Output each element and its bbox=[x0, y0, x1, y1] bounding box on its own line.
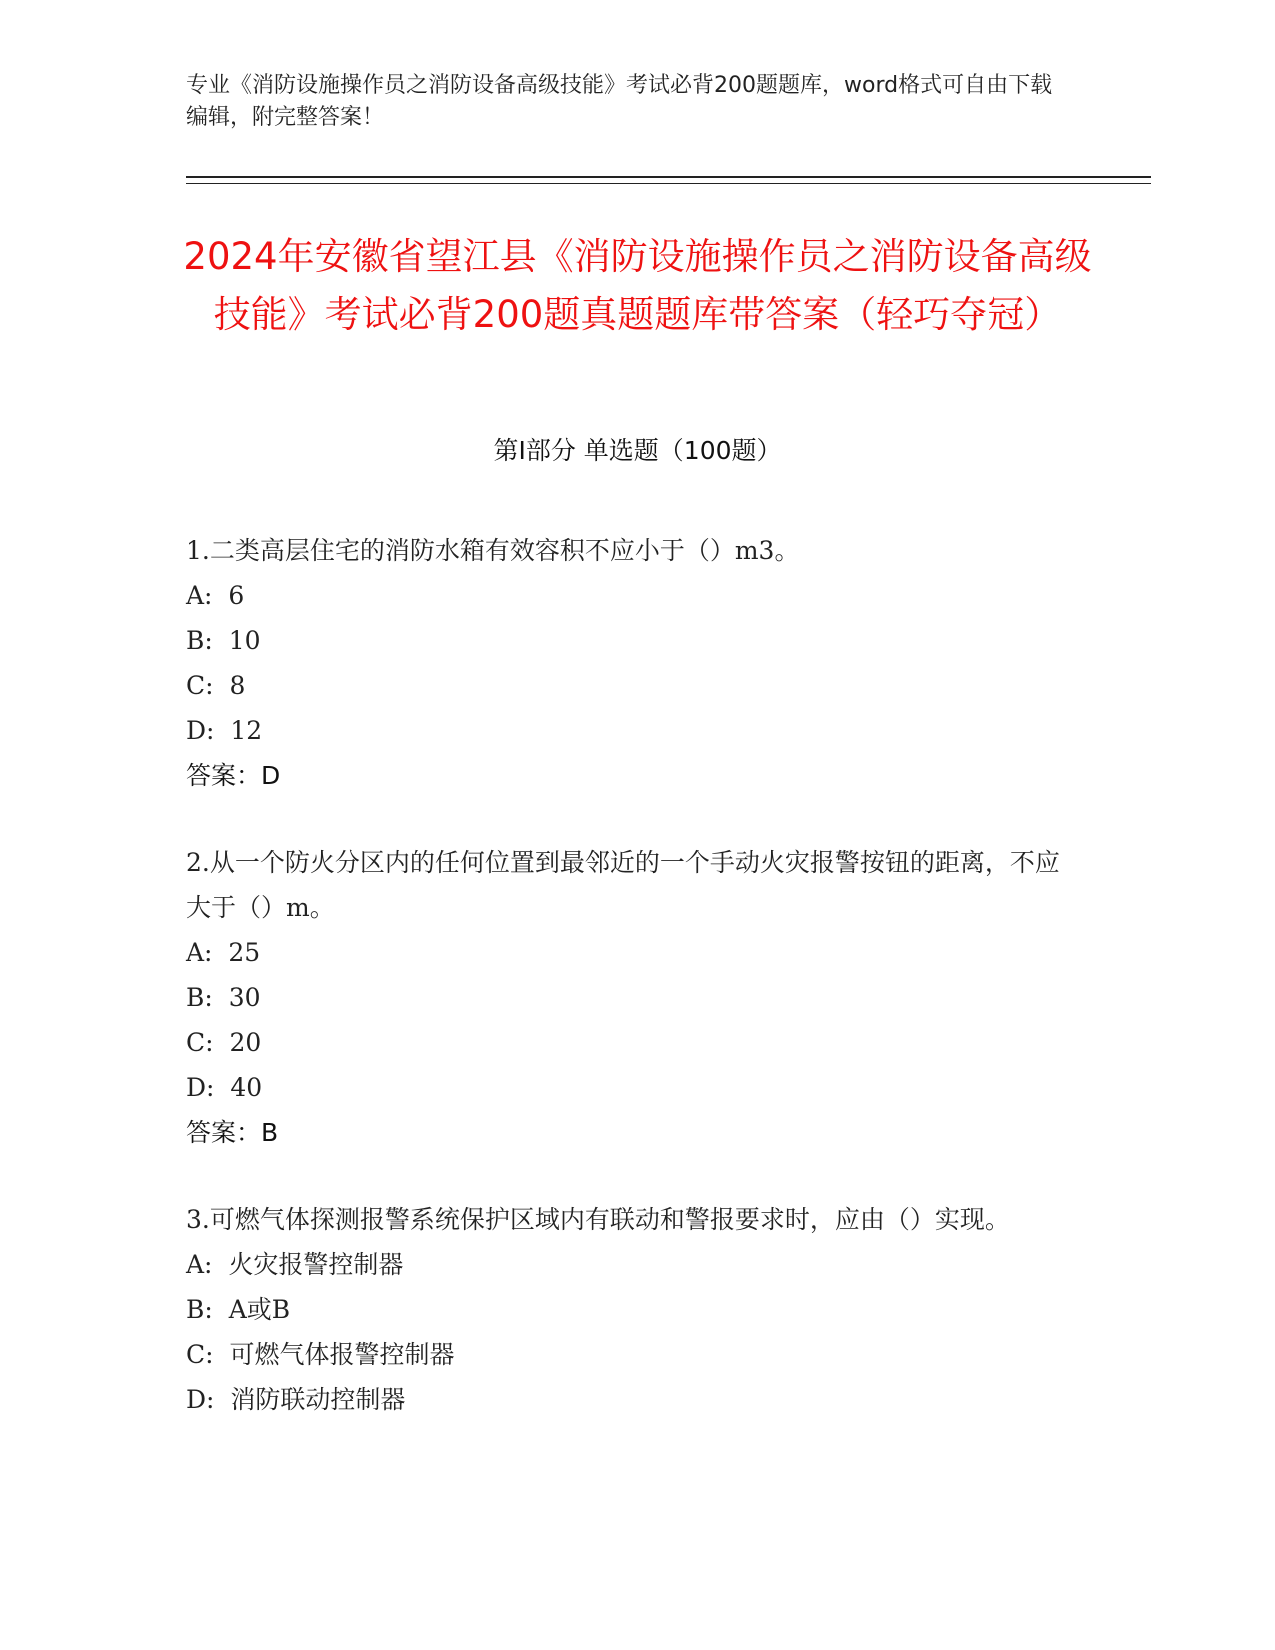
header-rule-thick bbox=[186, 176, 1151, 178]
option-b: B: 10 bbox=[186, 626, 261, 655]
section-title: 第I部分 单选题（100题） bbox=[493, 436, 782, 465]
question-2 bbox=[186, 840, 1066, 1155]
option-a: A: 6 bbox=[186, 581, 245, 610]
question-1 bbox=[186, 528, 1066, 798]
answer: 答案：D bbox=[186, 761, 281, 790]
option-c: C: 20 bbox=[186, 1028, 262, 1057]
header-note: 专业《消防设施操作员之消防设备高级技能》考试必背200题题库，word格式可自由下载编辑，附完整答案！ bbox=[186, 73, 1053, 130]
header-rule-thin bbox=[186, 183, 1151, 184]
question-3 bbox=[186, 1197, 1066, 1422]
document-title: 2024年安徽省望江县《消防设施操作员之消防设备高级技能》考试必背200题真题题库带答案（轻巧夺冠） bbox=[183, 235, 1092, 336]
option-a: A: 25 bbox=[186, 938, 261, 967]
option-d: D: 40 bbox=[186, 1073, 263, 1102]
question-stem: 1.二类高层住宅的消防水箱有效容积不应小于（）m3。 bbox=[186, 536, 800, 565]
question-stem: 3.可燃气体探测报警系统保护区域内有联动和警报要求时，应由（）实现。 bbox=[186, 1205, 1010, 1234]
answer: 答案：B bbox=[186, 1118, 279, 1147]
option-c: C: 8 bbox=[186, 671, 246, 700]
option-d: D: 消防联动控制器 bbox=[186, 1385, 406, 1414]
question-stem: 2.从一个防火分区内的任何位置到最邻近的一个手动火灾报警按钮的距离，不应大于（）m。 bbox=[186, 848, 1060, 922]
option-b: B: 30 bbox=[186, 983, 261, 1012]
question-list bbox=[186, 528, 1066, 1464]
option-b: B: A或B bbox=[186, 1295, 291, 1324]
option-d: D: 12 bbox=[186, 716, 263, 745]
option-c: C: 可燃气体报警控制器 bbox=[186, 1340, 455, 1369]
option-a: A: 火灾报警控制器 bbox=[186, 1250, 404, 1279]
